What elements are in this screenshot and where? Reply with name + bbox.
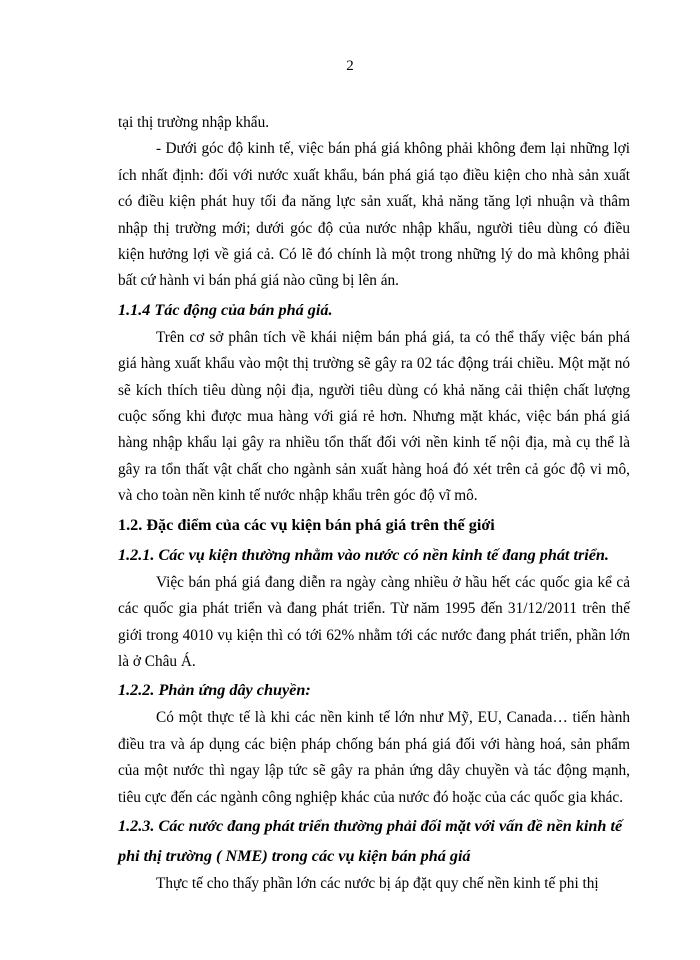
heading-1-2-1: 1.2.1. Các vụ kiện thường nhằm vào nước có nền kinh tế đang phát triển. bbox=[118, 545, 609, 564]
paragraph-impact: Trên cơ sở phân tích về khái niệm bán phá giá, ta có thể thấy việc bán phá giá hàng xuất khẩu vào một thị trường sẽ gây ra 02 tác động trái chiều. Một mặt nó sẽ kích thích tiêu dùng nội địa, người tiêu dùng có khả năng cải thiện chất lượng cuộc sống khi được mua hàng với giá rẻ hơn. Nhưng mặt khác, việc bán phá giá hàng nhập khẩu lại gây ra nhiều tổn thất đối với nền kinh tế nội địa, mà cụ thể là gây ra tổn thất vật chất cho ngành sản xuất hàng hoá đó xét trên cả góc độ vi mô, và cho toàn nền kinh tế nước nhập khẩu trên góc độ vĩ mô. bbox=[118, 328, 630, 505]
paragraph-chain-reaction: Có một thực tế là khi các nền kinh tế lớn như Mỹ, EU, Canada… tiến hành điều tra và áp dụng các biện pháp chống bán phá giá đối với hàng hoá, sản phẩm của một nước thì ngay lập tức sẽ gây ra phản ứng dây chuyền và tác động mạnh, tiêu cực đến các ngành công nghiệp khác của nước đó hoặc của các quốc gia khác. bbox=[118, 709, 630, 806]
paragraph-nme: Thực tế cho thấy phần lớn các nước bị áp đặt quy chế nền kinh tế phi thị bbox=[156, 874, 599, 892]
document-body bbox=[118, 110, 630, 897]
heading-1-2-2: 1.2.2. Phản ứng dây chuyền: bbox=[118, 681, 311, 700]
heading-1-1-4: 1.1.4 Tác động của bán phá giá. bbox=[118, 300, 333, 319]
heading-1-2-3: 1.2.3. Các nước đang phát triển thường phải đối mặt với vấn đề nền kinh tế phi thị trường ( NME) trong các vụ kiện bán phá giá bbox=[118, 816, 623, 865]
paragraph-continuation: tại thị trường nhập khẩu. bbox=[118, 114, 270, 131]
heading-1-2: 1.2. Đặc điểm của các vụ kiện bán phá giá trên thế giới bbox=[118, 515, 495, 534]
page-number: 2 bbox=[346, 58, 354, 74]
paragraph-economic-angle: - Dưới góc độ kinh tế, việc bán phá giá không phải không đem lại những lợi ích nhất định: đối với nước xuất khẩu, bán phá giá tạo điều kiện cho nhà sản xuất có điều kiện phát huy tối đa năng lực sản xuất, khả năng tăng lợi nhuận và thâm nhập thị trường mới; dưới góc độ của nước nhập khẩu, người tiêu dùng có điều kiện hưởng lợi về giá cả. Có lẽ đó chính là một trong những lý do mà không phải bất cứ hành vi bán phá giá nào cũng bị lên án. bbox=[118, 140, 630, 290]
paragraph-developing-countries: Việc bán phá giá đang diễn ra ngày càng nhiều ở hầu hết các quốc gia kể cả các quốc gia phát triển và đang phát triển. Từ năm 1995 đến 31/12/2011 trên thế giới trong 4010 vụ kiện thì có tới 62% nhằm tới các nước đang phát triển, phần lớn là ở Châu Á. bbox=[118, 573, 630, 670]
